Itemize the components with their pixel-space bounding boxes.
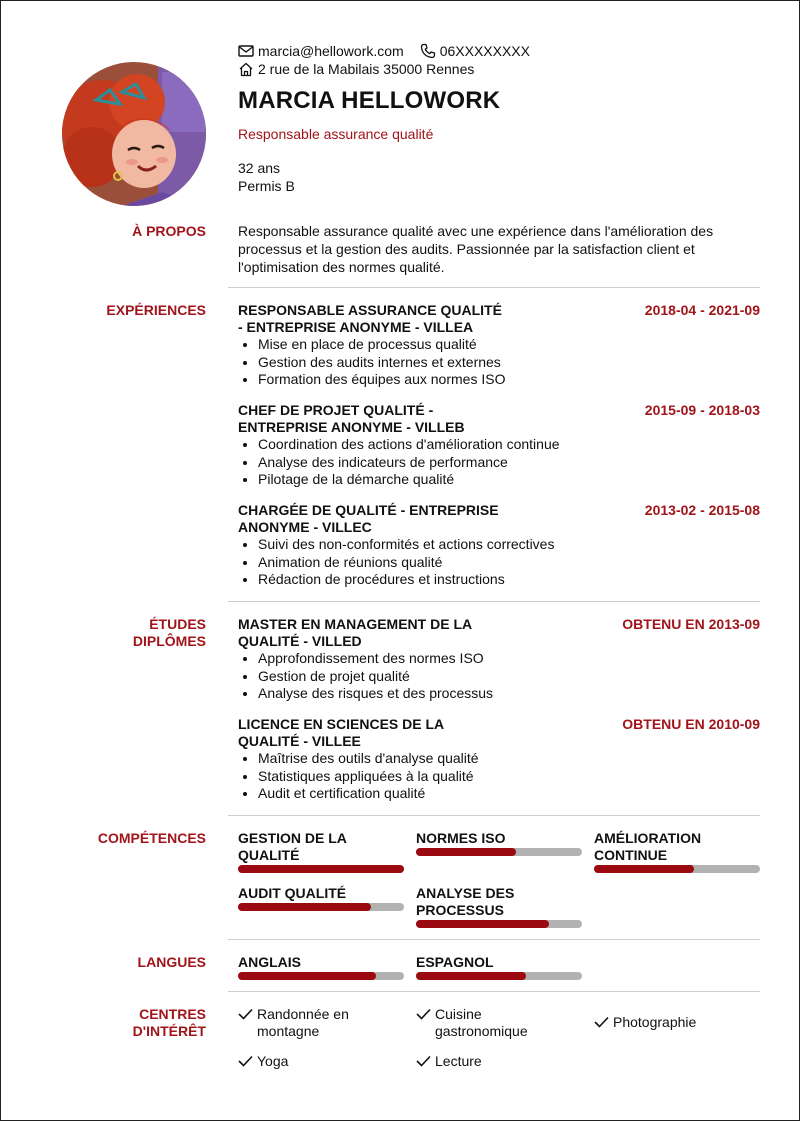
interest-item [238,1053,288,1070]
age-text: 32 ans [238,160,281,176]
experience-date: 2013-02 - 2015-08 [644,502,760,518]
bullet-item: • Gestion des audits internes et externes [258,354,760,372]
bullet-item: • Pilotage de la démarche qualité [258,471,760,489]
bullet-item: • Animation de réunions qualité [258,554,760,572]
education-title [238,616,508,650]
avatar-illustration [62,62,206,206]
skill-name-line: GESTION DE LA [238,830,347,846]
bullet-item: • Analyse des indicateurs de performance [258,454,760,472]
checkmark-icon [238,1008,253,1020]
language-level-bar [238,972,404,980]
experience-title-line: ENTREPRISE ANONYME - VILLEB [238,419,465,435]
interest-label-line: Randonnée en [257,1006,349,1022]
checkmark-icon [416,1055,431,1067]
bullet-item: • Suivi des non-conformités et actions correctives [258,536,760,554]
section-label-education [36,616,206,650]
experience-title [238,502,508,536]
phone-text: 06XXXXXXXX [439,43,530,59]
experience-entry [238,502,760,589]
envelope-icon [238,44,254,58]
bullet-item: • Gestion de projet qualité [258,668,760,686]
section-label-line: D'INTÉRÊT [132,1023,206,1039]
interest-label-line: montagne [257,1023,320,1039]
bullet-item: • Approfondissement des normes ISO [258,650,760,668]
section-divider [228,991,760,992]
skill-item [238,885,404,911]
interest-item [416,1053,482,1070]
profile-photo [62,62,206,206]
skill-name-line: PROCESSUS [416,902,504,918]
skill-level-bar [238,903,404,911]
skill-level-fill [416,920,549,928]
license-text: Permis B [238,178,295,194]
skill-name [238,885,404,902]
interest-label-line: Cuisine [435,1006,482,1022]
experience-entry [238,302,760,389]
bullet-item: • Audit et certification qualité [258,785,760,803]
interest-item [238,1006,349,1040]
skill-item [416,885,582,928]
experience-title-line: ANONYME - VILLEC [238,519,372,535]
section-label-about: À PROPOS [132,223,206,239]
interest-label: Yoga [257,1053,289,1069]
section-divider [228,601,760,602]
education-title-line: QUALITÉ - VILLED [238,633,362,649]
home-icon [238,62,254,77]
bullet-item: • Formation des équipes aux normes ISO [258,371,760,389]
skill-name [416,830,582,847]
section-label-line: DIPLÔMES [132,633,206,649]
experience-title-line: CHEF DE PROJET QUALITÉ - [238,402,434,418]
interest-label [257,1006,349,1040]
experience-title-line: CHARGÉE DE QUALITÉ - ENTREPRISE [238,502,499,518]
skill-level-fill [594,865,694,873]
language-item [238,954,404,980]
email-text: marcia@hellowork.com [258,43,404,59]
skill-name [416,885,582,919]
section-label-line: ÉTUDES [149,616,206,632]
language-level-fill [416,972,526,980]
education-date: OBTENU EN 2010-09 [622,716,760,732]
bullet-item: • Statistiques appliquées à la qualité [258,768,760,786]
section-label-line: CENTRES [139,1006,206,1022]
experience-bullets [238,536,760,589]
skill-name [594,830,760,864]
about-line: Responsable assurance qualité avec une expérience dans l'amélioration des [238,223,714,239]
education-bullets [238,650,760,703]
skill-level-bar [238,865,404,873]
skill-item [238,830,404,873]
education-title-line: MASTER EN MANAGEMENT DE LA [238,616,473,632]
education-entry [238,616,760,703]
skill-level-fill [238,903,371,911]
address-item [238,60,474,78]
section-label-experience: EXPÉRIENCES [106,302,206,318]
section-divider [228,939,760,940]
skill-name-line: NORMES ISO [416,830,506,846]
education-bullets [238,750,760,803]
phone-icon [420,43,436,59]
education-entry [238,716,760,803]
section-label-interests [36,1006,206,1040]
skill-name [238,830,404,864]
email-item[interactable] [238,42,404,60]
skill-level-bar [416,848,582,856]
section-label-languages: LANGUES [137,954,206,970]
skill-name-line: AUDIT QUALITÉ [238,885,347,901]
language-level-bar [416,972,582,980]
education-title-line: QUALITÉ - VILLEE [238,733,361,749]
experience-title-line: - ENTREPRISE ANONYME - VILLEA [238,319,474,335]
skill-name-line: QUALITÉ [238,847,300,863]
interest-label [435,1006,528,1040]
experience-title [238,302,508,336]
interest-label-line: gastronomique [435,1023,528,1039]
experience-date: 2015-09 - 2018-03 [644,402,760,418]
about-line: l'optimisation des normes qualité. [238,259,445,275]
experience-bullets [238,436,760,489]
personal-details [238,159,295,195]
section-label-skills: COMPÉTENCES [97,830,206,846]
checkmark-icon [238,1055,253,1067]
interest-item [594,1014,696,1031]
bullet-item: • Analyse des risques et des processus [258,685,760,703]
checkmark-icon [594,1016,609,1028]
about-text [238,222,758,276]
interest-label: Photographie [613,1014,697,1030]
section-divider [228,287,760,288]
education-title-line: LICENCE EN SCIENCES DE LA [238,716,445,732]
language-name: ANGLAIS [238,954,301,970]
job-title: Responsable assurance qualité [238,126,434,142]
bullet-item: • Rédaction de procédures et instructions [258,571,760,589]
experience-title [238,402,508,436]
language-level-fill [238,972,376,980]
bullet-item: • Maîtrise des outils d'analyse qualité [258,750,760,768]
skill-level-fill [238,865,404,873]
skill-level-bar [594,865,760,873]
interest-label: Lecture [435,1053,482,1069]
candidate-name: MARCIA HELLOWORK [238,87,501,114]
checkmark-icon [416,1008,431,1020]
skill-item [594,830,760,873]
interest-item [416,1006,528,1040]
skill-item [416,830,582,856]
bullet-item: • Mise en place de processus qualité [258,336,760,354]
language-name: ESPAGNOL [416,954,494,970]
section-divider [228,815,760,816]
language-item [416,954,582,980]
skill-name-line: ANALYSE DES [416,885,515,901]
about-line: processus et la gestion des audits. Passionnée par la satisfaction client et [238,241,695,257]
address-text: 2 rue de la Mabilais 35000 Rennes [258,61,475,77]
skill-level-bar [416,920,582,928]
experience-date: 2018-04 - 2021-09 [644,302,760,318]
skill-name-line: CONTINUE [594,847,668,863]
education-date: OBTENU EN 2013-09 [622,616,760,632]
skill-name-line: AMÉLIORATION [594,830,702,846]
experience-title-line: RESPONSABLE ASSURANCE QUALITÉ [238,302,502,318]
phone-item[interactable] [420,42,530,60]
contact-info [238,42,546,78]
skill-level-fill [416,848,516,856]
education-title [238,716,508,750]
bullet-item: • Coordination des actions d'amélioration continue [258,436,760,454]
experience-bullets [238,336,760,389]
experience-entry [238,402,760,489]
